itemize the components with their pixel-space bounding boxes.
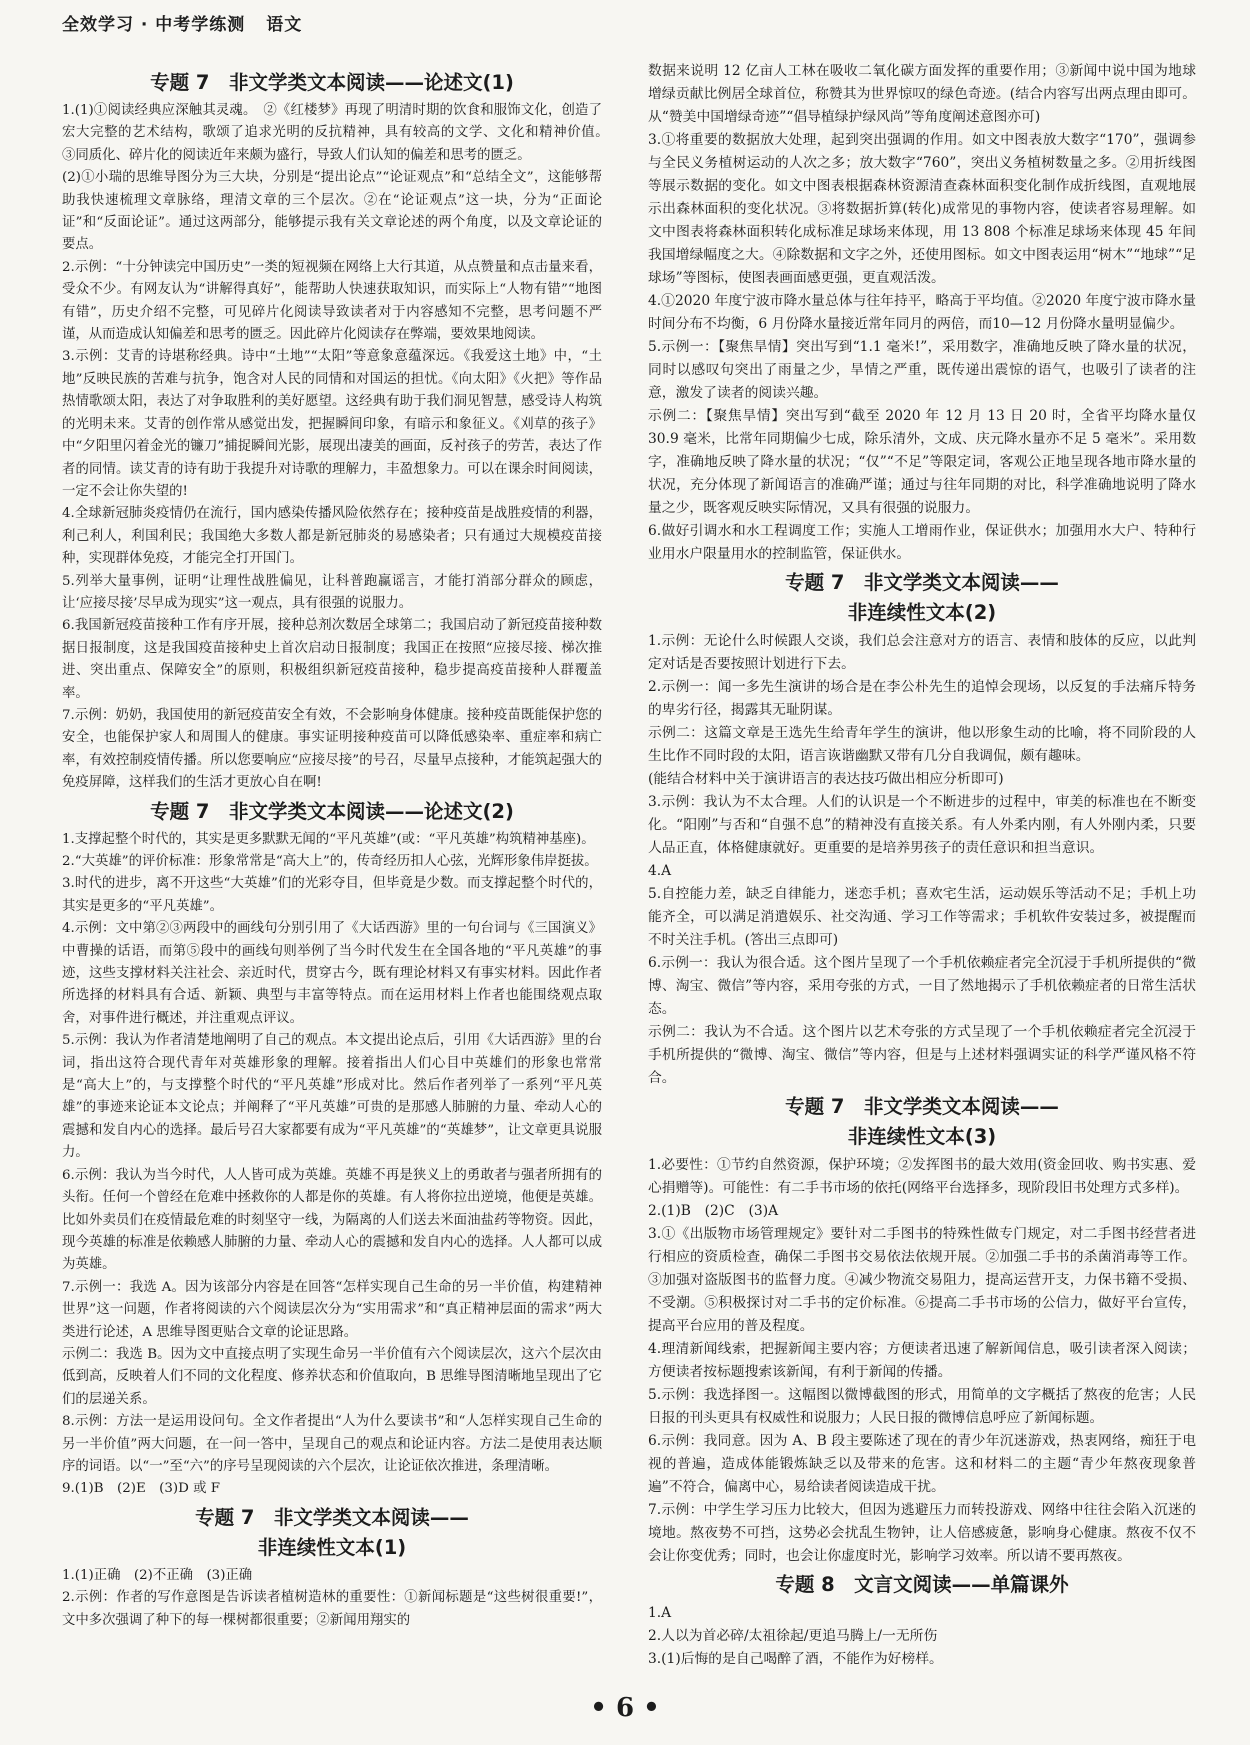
answer-item: 2.示例：作者的写作意图是告诉读者植树造林的重要性：①新闻标题是“这些树很重要!”，文中多次强调了种下的每一棵树都很重要；②新闻用翔实的 [62,1590,602,1628]
answer-item: 示例二：我认为不合适。这个图片以艺术夸张的方式呈现了一个手机依赖症者完全沉浸于手机所提供的“微博、淘宝、微信”等内容，但是与上述材料强调实证的科学严谨风格不符合。 [648,1024,1196,1086]
section-title-line2: 非连续性文本(3) [847,1125,997,1148]
answer-item: 5.示例一：【聚焦旱情】突出写到“1.1 毫米!”，采用数字，准确地反映了降水量的状况，同时以感叹句突出了雨量之少，旱情之严重，既传递出震惊的语气，也吸引了读者的注意，激发了读者的阅读兴趣。 [648,339,1196,401]
section-title-line1: 专题 7 非文学类文本阅读—— [195,1505,469,1529]
answer-item: 5.示例：我选择图一。这幅图以微博截图的形式，用简单的文字概括了熬夜的危害；人民日报的刊头更具有权威性和说服力；人民日报的微博信息呼应了新闻标题。 [648,1387,1196,1426]
answer-item: 1.支撑起整个时代的，其实是更多默默无闻的“平凡英雄”(或：“平凡英雄”构筑精神基座)。 [62,831,595,847]
answer-item: 示例二：【聚焦旱情】突出写到“截至 2020 年 12 月 13 日 20 时，全省平均降水量仅 30.9 毫米，比常年同期偏少七成，除乐清外，文成、庆元降水量亦不足 5 毫米”。采用数字，准确地反映了降水量的状况；“仅”“不足”等限定词，客观公正地呈现各地市降水量的状况，充分体现了新闻语言的准确严谨；通过与往年同期的对比，科学准确地说明了降水量之少，既客观反映实际情况，又具有很强的说服力。 [648,408,1196,516]
answer-item: 2.示例：“十分钟读完中国历史”一类的短视频在网络上大行其道，从点赞量和点击量来看，受众不少。有网友认为“讲解得真好”，能帮助人快速获取知识，而实际上“人物有错”“地图有错”，历史介绍不完整，可见碎片化阅读导致读者对于内容感知不完整，思考问题不严谨，从而造成认知偏差和思考的匮乏。因此碎片化阅读存在弊端，要效果地阅读。 [62,259,602,343]
answer-item: 6.示例一：我认为很合适。这个图片呈现了一个手机依赖症者完全沉浸于手机所提供的“微博、淘宝、微信”等内容，采用夸张的方式，一目了然地揭示了手机依赖症者的日常生活状态。 [648,955,1196,1017]
section-title: 专题 7 非文学类文本阅读——论述文(2) [150,799,514,823]
answer-item: 8.示例：方法一是运用设问句。全文作者提出“人为什么要读书”和“人怎样实现自己生命的另一半价值”两大问题，在一问一答中，呈现自己的观点和论证内容。方法二是使用表达顺序的词语。以“一”至“六”的序号呈现阅读的六个层次，让论证依次推进，条理清晰。 [62,1414,602,1474]
section-title-line1: 专题 7 非文学类文本阅读—— [785,1095,1059,1118]
answer-item: 5.示例：我认为作者清楚地阐明了自己的观点。本文提出论点后，引用《大话西游》里的台词，指出这符合现代青年对英雄形象的理解。接着指出人们心目中英雄们的形象也常常是“高大上”的，与支撑整个时代的“平凡英雄”形成对比。然后作者列举了一系列“平凡英雄”的事迹来论证本文论点；并阐释了“平凡英雄”可贵的是那感人肺腑的力量、牵动人心的震撼和发自内心的选择。最后号召大家都要有成为“平凡英雄”的“英雄梦”，让文章更具说服力。 [62,1033,602,1161]
answer-item: 2.示例一：闻一多先生演讲的场合是在李公朴先生的追悼会现场，以反复的手法痛斥特务的卑劣行径，揭露其无耻阴谋。 [648,679,1196,718]
answer-item: 7.示例：奶奶，我国使用的新冠疫苗安全有效，不会影响身体健康。接种疫苗既能保护您的安全，也能保护家人和周围人的健康。事实证明接种疫苗可以降低感染率、重症率和病亡率，有效控制疫情传播。所以您要响应“应接尽接”的号召，尽量早点接种，才能筑起强大的免疫屏障，这样我们的生活才更放心自在啊! [62,707,602,791]
answer-item: 6.示例：我同意。因为 A、B 段主要陈述了现在的青少年沉迷游戏，热衷网络，痴狂于电视的普遍，造成体能锻炼缺乏以及带来的危害。这和材料二的主题“青少年熬夜现象普遍”不符合，偏离中心，易给读者阅读造成干扰。 [648,1433,1196,1495]
answer-item: 1.(1)①阅读经典应深触其灵魂。 ②《红楼梦》再现了明清时期的饮食和服饰文化，创造了宏大完整的艺术结构，歌颂了追求光明的反抗精神，具有较高的文学、文化和精神价值。 ③同质化、碎片化的阅读近年来颇为盛行，导致人们认知的偏差和思考的匮乏。 [62,103,616,163]
answer-item: 4.示例：文中第②③两段中的画线句分别引用了《大话西游》里的一句台词与《三国演义》中曹操的话语，而第⑤段中的画线句则举例了当今时代发生在全国各地的“平凡英雄”的事迹，这些支撑材料关注社会、亲近时代，贯穿古今，既有理论材料又有事实材料。因此作者所选择的材料具有合适、新颖、典型与丰富等特点。而在运用材料上作者也能围绕观点取舍，对事件进行概述，并注重观点评议。 [62,921,602,1026]
answer-item: (能结合材料中关于演讲语言的表达技巧做出相应分析即可) [648,771,1004,787]
answer-item: (2)①小瑞的思维导图分为三大块，分别是“提出论点”“论证观点”和“总结全文”，这能够帮助我快速梳理文章脉络，理清文章的三个层次。②在“论证观点”这一块，分为“正面论证”和“反面论证”。通过这两部分，能够提示我有关文章论述的两个角度，以及文章论证的要点。 [62,170,602,253]
answer-item: 1.(1)正确 (2)不正确 (3)正确 [62,1567,253,1583]
answer-item: 5.自控能力差，缺乏自律能力，迷恋手机；喜欢宅生活，运动娱乐等活动不足；手机上功能齐全，可以满足消遣娱乐、社交沟通、学习工作等需求；手机软件安装过多，被提醒而不时关注手机。(答出三点即可) [648,886,1196,948]
answer-item: 3.示例：我认为不太合理。人们的认识是一个不断进步的过程中，审美的标准也在不断变化。“阳刚”与否和“自强不息”的精神没有直接关系。有人外柔内刚，有人外刚内柔，只要人品正直，体格健康就好。更重要的是培养男孩子的责任意识和担当意识。 [648,794,1196,856]
answer-item: 2.“大英雄”的评价标准：形象常常是“高大上”的，传奇经历扣人心弦，光辉形象伟岸挺拔。 [62,854,598,869]
answer-item: 3.示例：艾青的诗堪称经典。诗中“土地”“太阳”等意象意蕴深远。《我爱这土地》中，“土地”反映民族的苦难与抗争，饱含对人民的同情和对国运的担忧。《向太阳》《火把》等作品热情歌颂太阳，表达了对争取胜利的美好愿望。这经典有助于我们洞见智慧，感受诗人构筑的光明未来。艾青的创作常从感觉出发，把握瞬间印象，有暗示和象征义。《刈草的孩子》中“夕阳里闪着金光的镰刀”捕捉瞬间光影，展现出凄美的画面，反衬孩子的劳苦，表达了作者的同情。读艾青的诗有助于我提升对诗歌的理解力，丰盈想象力。可以在课余时间阅读，一定不会让你失望的! [62,349,602,499]
answer-item: 3.(1)后悔的是自己喝醉了酒，不能作为好榜样。 [648,1651,943,1667]
answer-item: 3.①《出版物市场管理规定》要针对二手图书的特殊性做专门规定，对二手图书经营者进行相应的资质检查，确保二手图书交易依法依规开展。②加强二手书的杀菌消毒等工作。③加强对盗版图书的监督力度。④减少物流交易阻力，提高运营开支，力保书籍不受损、不受潮。⑤积极探讨对二手书的定价标准。⑥提高二手书市场的公信力，做好平台宣传，提高平台应用的普及程度。 [648,1226,1196,1334]
answer-item: 6.示例：我认为当今时代，人人皆可成为英雄。英雄不再是狭义上的勇敢者与强者所拥有的头衔。任何一个曾经在危难中拯救你的人都是你的英雄。有人将你拉出逆境，他便是英雄。比如外卖员们在疫情最危难的时刻坚守一线，为隔离的人们送去米面油盐药等物资。因此，现今英雄的标准是依赖感人肺腑的力量、牵动人心的震撼和发自内心的选择。人人都可以成为英雄。 [62,1167,602,1273]
answer-item: 1.A [648,1605,672,1621]
answer-item: 1.必要性：①节约自然资源，保护环境；②发挥图书的最大效用(资金回收、购书实惠、爱心捐赠等)。可能性：有二手书市场的依托(网络平台选择多，现阶段旧书处理方式多样)。 [648,1157,1196,1196]
section-title-line2: 非连续性文本(1) [257,1535,407,1559]
answer-item: 6.我国新冠疫苗接种工作有序开展，接种总剂次数居全球第二；我国启动了新冠疫苗接种数据日报制度，这是我国疫苗接种史上首次启动日报制度；我国正在按照“应接尽接、梯次推进、突出重点、保障安全”的原则，积极组织新冠疫苗接种，稳步提高疫苗接种人群覆盖率。 [62,618,602,701]
section-title-line2: 非连续性文本(2) [847,601,997,624]
right-column [648,60,1196,1671]
answer-item: 1.示例：无论什么时候跟人交谈，我们总会注意对方的语言、表情和肢体的反应，以此判定对话是否要按照计划进行下去。 [648,633,1196,672]
answer-item: 2.人以为首必碎/太祖徐起/更追马腾上/一无所伤 [648,1628,938,1644]
answer-item: 4.①2020 年度宁波市降水量总体与往年持平，略高于平均值。②2020 年度宁波市降水量时间分布不均衡，6 月份降水量接近常年同月的两倍，而10—12 月份降水量明显偏少。 [648,293,1196,332]
answer-item: 9.(1)B (2)E (3)D 或 F [62,1481,221,1497]
section-title: 专题 7 非文学类文本阅读——论述文(1) [150,71,514,94]
answer-item: 4.理清新闻线索，把握新闻主要内容；方便读者迅速了解新闻信息，吸引读者深入阅读；方便读者按标题搜索该新闻，有利于新闻的传播。 [648,1341,1196,1380]
answer-item: 示例二：我选 B。因为文中直接点明了实现生命另一半价值有六个阅读层次，这六个层次由低到高，反映着人们不同的文化程度、修养状态和价值取向，B 思维导图清晰地呈现出了它们的层递关系。 [62,1346,602,1407]
answer-item: 3.时代的进步，离不开这些“大英雄”们的光彩夺目，但毕竟是少数。而支撑起整个时代的，其实是更多的“平凡英雄”。 [62,876,602,914]
section-title [62,1503,602,1563]
answer-item: 示例二：这篇文章是王选先生给青年学生的演讲，他以形象生动的比喻，将不同阶段的人生比作不同时段的太阳，语言诙谐幽默又带有几分自我调侃，颇有趣味。 [648,725,1196,764]
answer-item: 4.A [648,863,672,879]
answer-item: 数据来说明 12 亿亩人工林在吸收二氧化碳方面发挥的重要作用；③新闻中说中国为地球增绿贡献比例居全球首位，称赞其为世界惊叹的绿色奇迹。(结合内容写出两点理由即可。从“赞美中国增绿奇迹”“倡导植绿护绿风尚”等角度阐述意图亦可) [648,63,1196,125]
answer-item: 7.示例一：我选 A。因为该部分内容是在回答“怎样实现自己生命的另一半价值，构建精神世界”这一问题，作者将阅读的六个阅读层次分为“实用需求”和“真正精神层面的需求”两大类进行论述，A 思维导图更贴合文章的论证思路。 [62,1279,602,1340]
left-column [62,66,616,1632]
answer-item: 4.全球新冠肺炎疫情仍在流行，国内感染传播风险依然存在；接种疫苗是战胜疫情的利器，利己利人，利国利民；我国绝大多数人都是新冠肺炎的易感染者；只有通过大规模疫苗接种，实现群体免疫，才能完全打开国门。 [62,506,602,567]
answer-item: 7.示例：中学生学习压力比较大，但因为逃避压力而转投游戏、网络中往往会陷入沉迷的境地。熬夜势不可挡，这势必会扰乱生物钟，让人倍感疲惫，影响身心健康。熬夜不仅不会让你变优秀；同时，也会让你虚度时光，影响学习效率。所以请不要再熬夜。 [648,1502,1196,1564]
subject-name: 语文 [266,15,303,35]
section-title-line1: 专题 7 非文学类文本阅读—— [785,571,1059,594]
section-title [648,568,1196,628]
section-title: 专题 8 文言文阅读——单篇课外 [775,1573,1069,1596]
page-number: • 6 • [590,1693,660,1723]
answer-item: 5.列举大量事例，证明“让理性战胜偏见，让科普跑赢谣言，才能打消部分群众的顾虑，让‘应接尽接’尽早成为现实”这一观点，具有很强的说服力。 [62,573,602,611]
page-header [62,10,302,35]
answer-item: 3.①将重要的数据放大处理，起到突出强调的作用。如文中图表放大数字“170”，强调参与全民义务植树运动的人次之多；放大数字“760”，突出义务植树数量之多。②用折线图等展示数据的变化。如文中图表根据森林资源清查森林面积变化制作成折线图，直观地展示出森林面积的变化状况。③将数据折算(转化)成常见的事物内容，使读者容易理解。如文中图表将森林面积转化成标准足球场来体现，用 13 808 个标准足球场来体现 45 年间我国增绿幅度之大。④除数据和文字之外，还使用图标。如文中图表运用“树木”“地球”“足球场”等图标，使图表画面感更强，更直观活泼。 [648,132,1196,286]
series-name: 全效学习 · 中考学练测 [62,15,246,35]
answer-item: 6.做好引调水和水工程调度工作；实施人工增雨作业，保证供水；加强用水大户、特种行业用水户限量用水的控制监管，保证供水。 [648,523,1196,562]
answer-item: 2.(1)B (2)C (3)A [648,1203,779,1219]
section-title [648,1092,1196,1152]
